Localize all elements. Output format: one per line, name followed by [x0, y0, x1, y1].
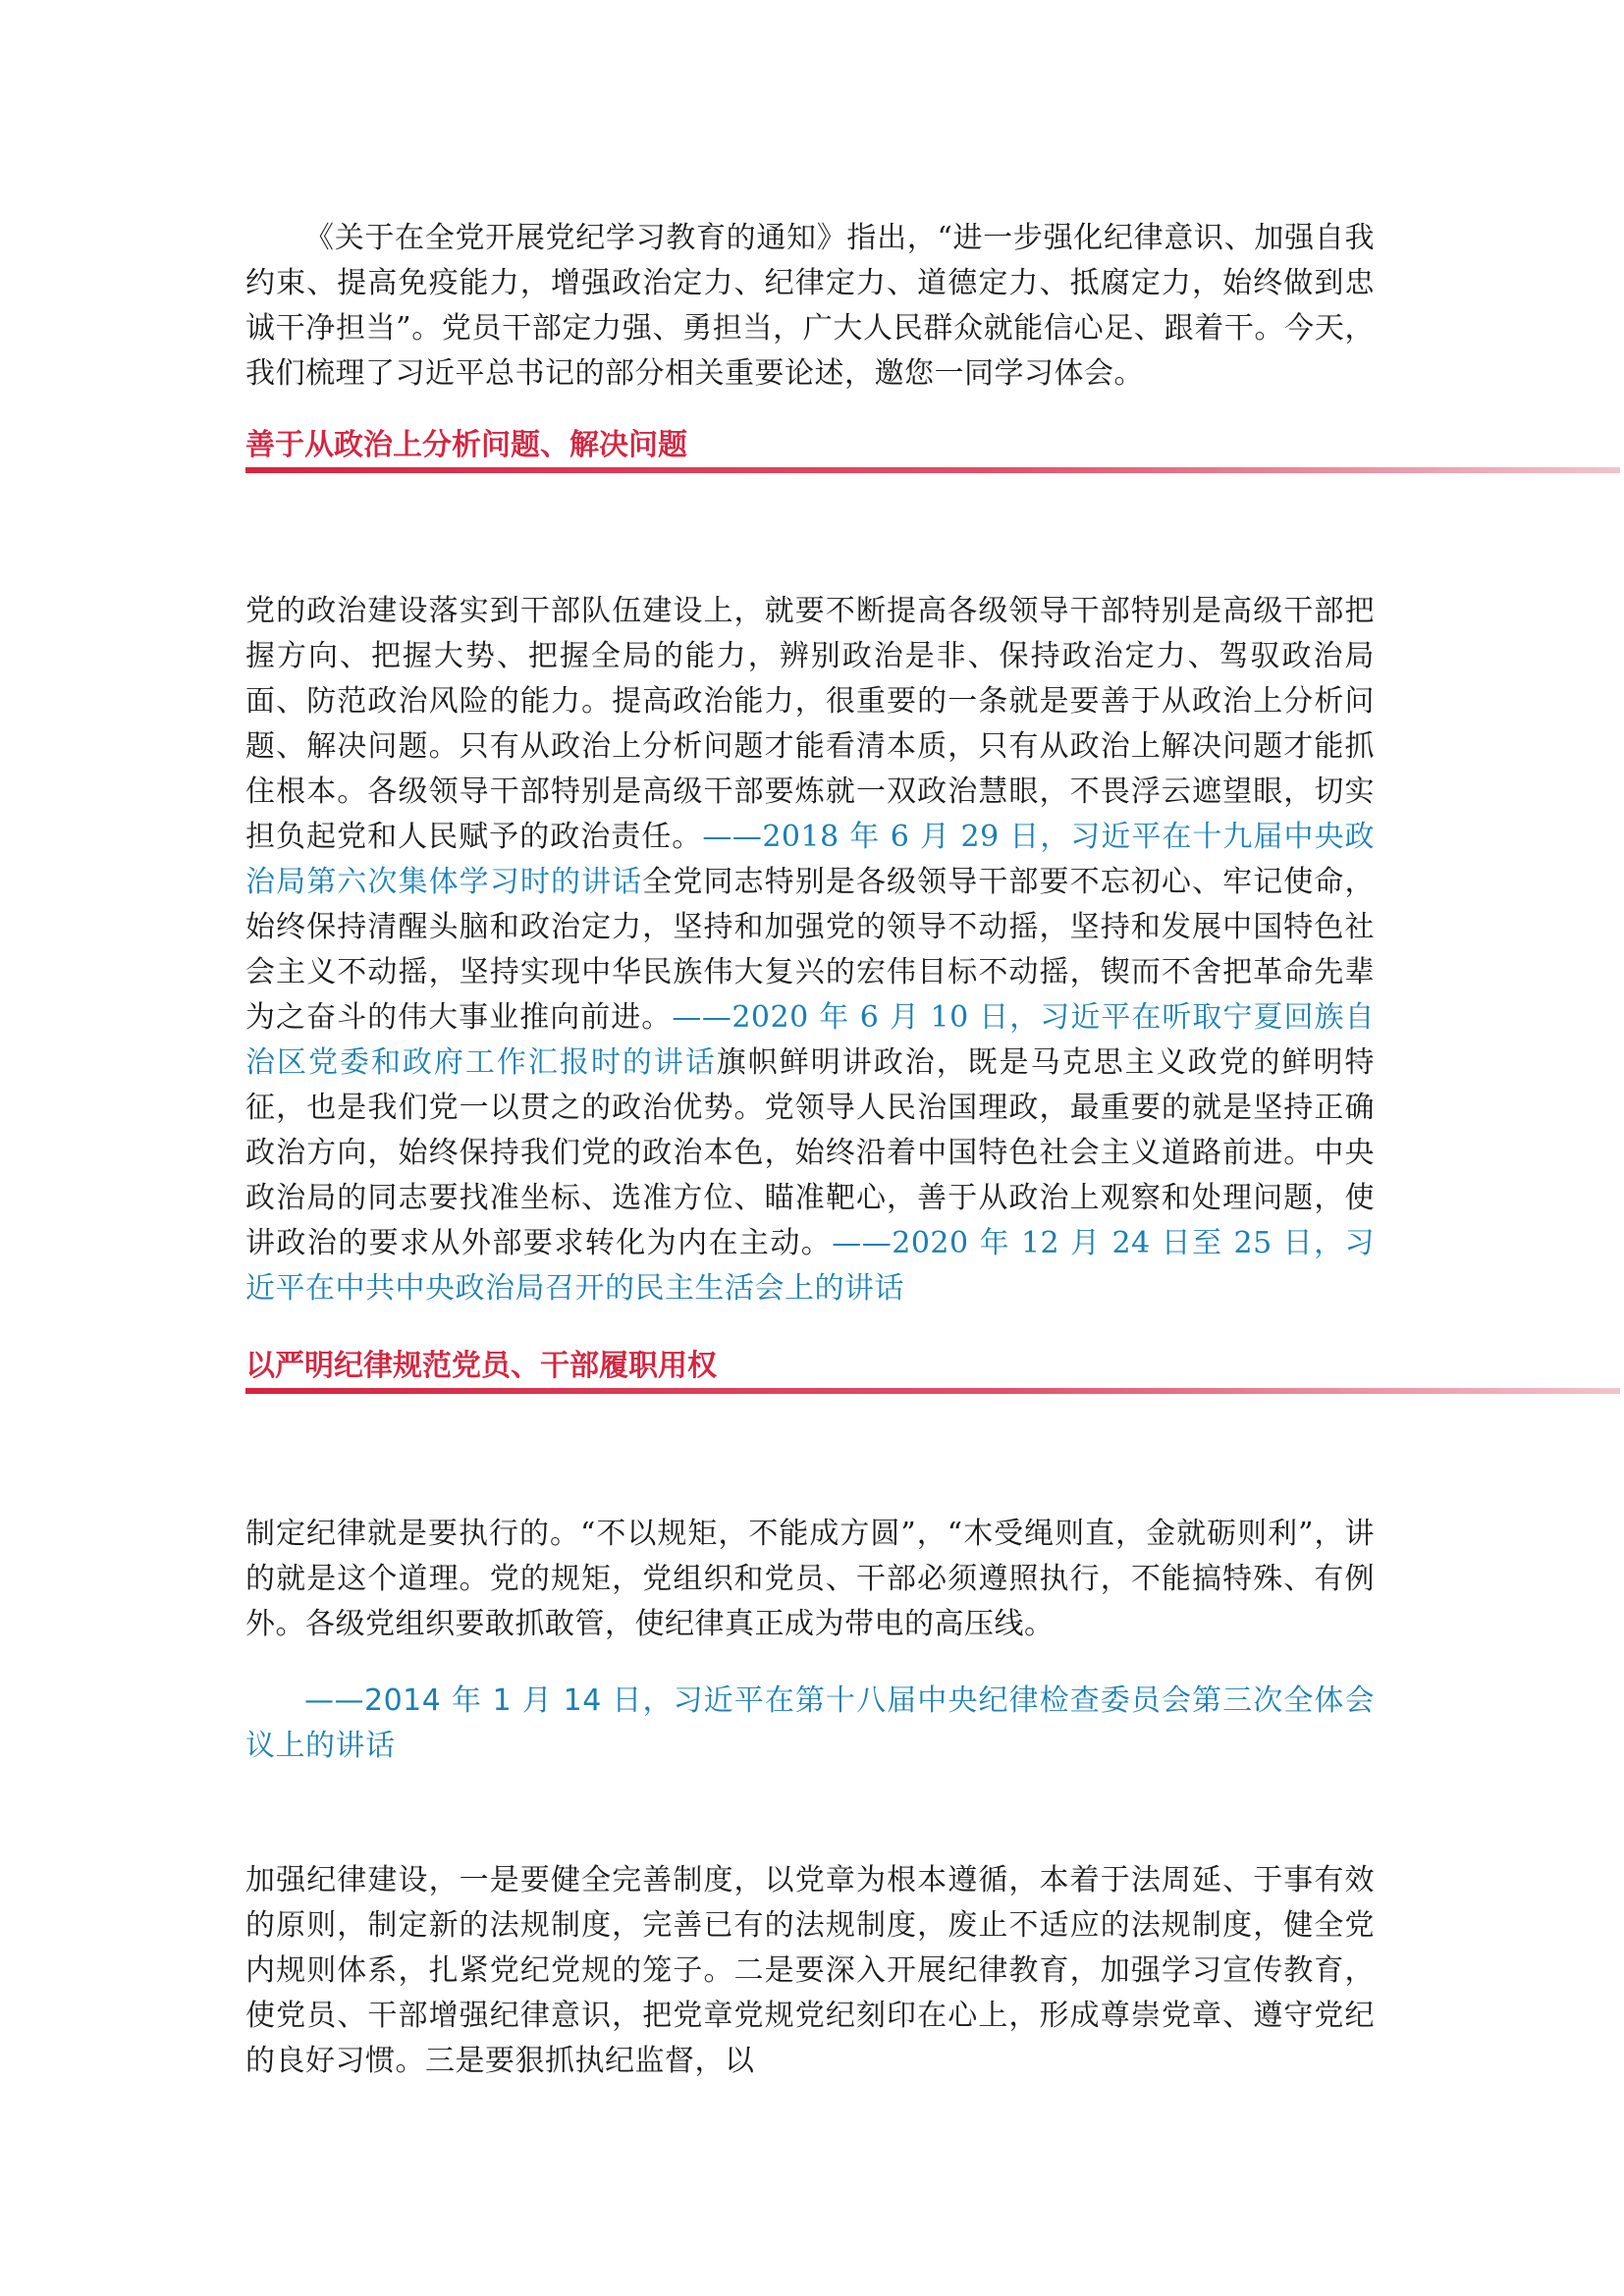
quote-1-source: ——2018 年 6 月 29 日，习近平在十九届中央政治局第六次集体学习时的讲话	[245, 820, 1376, 899]
quote-3-text: 旗帜鲜明讲政治，既是马克思主义政党的鲜明特征，也是我们党一以贯之的政治优势。党领导人民治国理政，最重要的就是坚持正确政治方向，始终保持我们党的政治本色，始终沿着中国特色社会主义道路前进。中央政治局的同志要找准坐标、选准方位、瞄准靶心，善于从政治上观察和处理问题，使讲政治的要求从外部要求转化为内在主动。	[245, 1045, 1376, 1260]
quote-2-text: 全党同志特别是各级领导干部要不忘初心、牢记使命，始终保持清醒头脑和政治定力，坚持和加强党的领导不动摇，坚持和发展中国特色社会主义不动摇，坚持实现中华民族伟大复兴的宏伟目标不动摇，锲而不舍把革命先辈为之奋斗的伟大事业推向前进。	[245, 865, 1376, 1035]
quote-2-source: ——2020 年 6 月 10 日，习近平在听取宁夏回族自治区党委和政府工作汇报时的讲话	[245, 1000, 1376, 1080]
quote-4-source: ——2014 年 1 月 14 日，习近平在第十八届中央纪律检查委员会第三次全体会议上的讲话	[245, 1683, 1375, 1763]
intro-paragraph: 《关于在全党开展党纪学习教育的通知》指出，“进一步强化纪律意识、加强自我约束、提高免疫能力，增强政治定力、纪律定力、道德定力、抵腐定力，始终做到忠诚干净担当”。党员干部定力强、勇担当，广大人民群众就能信心足、跟着干。今天，我们梳理了习近平总书记的部分相关重要论述，邀您一同学习体会。	[245, 221, 1375, 391]
section-heading-2-rule	[245, 1388, 1620, 1394]
quote-paragraph-1	[245, 589, 1375, 1311]
section-heading-2	[245, 1345, 1620, 1394]
section-heading-1	[245, 424, 1620, 473]
section-heading-1-rule	[245, 467, 1620, 473]
quote-1-text: 党的政治建设落实到干部队伍建设上，就要不断提高各级领导干部特别是高级干部把握方向、把握大势、把握全局的能力，辨别政治是非、保持政治定力、驾驭政治局面、防范政治风险的能力。提高政治能力，很重要的一条就是要善于从政治上分析问题、解决问题。只有从政治上分析问题才能看清本质，只有从政治上解决问题才能抓住根本。各级领导干部特别是高级干部要炼就一双政治慧眼，不畏浮云遮望眼，切实担负起党和人民赋予的政治责任。	[245, 594, 1375, 854]
section-heading-1-text: 善于从政治上分析问题、解决问题	[245, 428, 687, 462]
quote-3-source: ——2020 年 12 月 24 日至 25 日，习近平在中共中央政治局召开的民主生活会上的讲话	[245, 1226, 1376, 1306]
quote-paragraph-5: 加强纪律建设，一是要健全完善制度，以党章为根本遵循，本着于法周延、于事有效的原则，制定新的法规制度，完善已有的法规制度，废止不适应的法规制度，健全党内规则体系，扎紧党纪党规的笼子。二是要深入开展纪律教育，加强学习宣传教育，使党员、干部增强纪律意识，把党章党规党纪刻印在心上，形成尊崇党章、遵守党纪的良好习惯。三是要狠抓执纪监督，以	[245, 1863, 1375, 2078]
quote-paragraph-4: 制定纪律就是要执行的。“不以规矩，不能成方圆”，“木受绳则直，金就砺则利”，讲的就是这个道理。党的规矩，党组织和党员、干部必须遵照执行，不能搞特殊、有例外。各级党组织要敢抓敢管，使纪律真正成为带电的高压线。	[245, 1517, 1375, 1641]
section-heading-2-text: 以严明纪律规范党员、干部履职用权	[245, 1349, 717, 1383]
